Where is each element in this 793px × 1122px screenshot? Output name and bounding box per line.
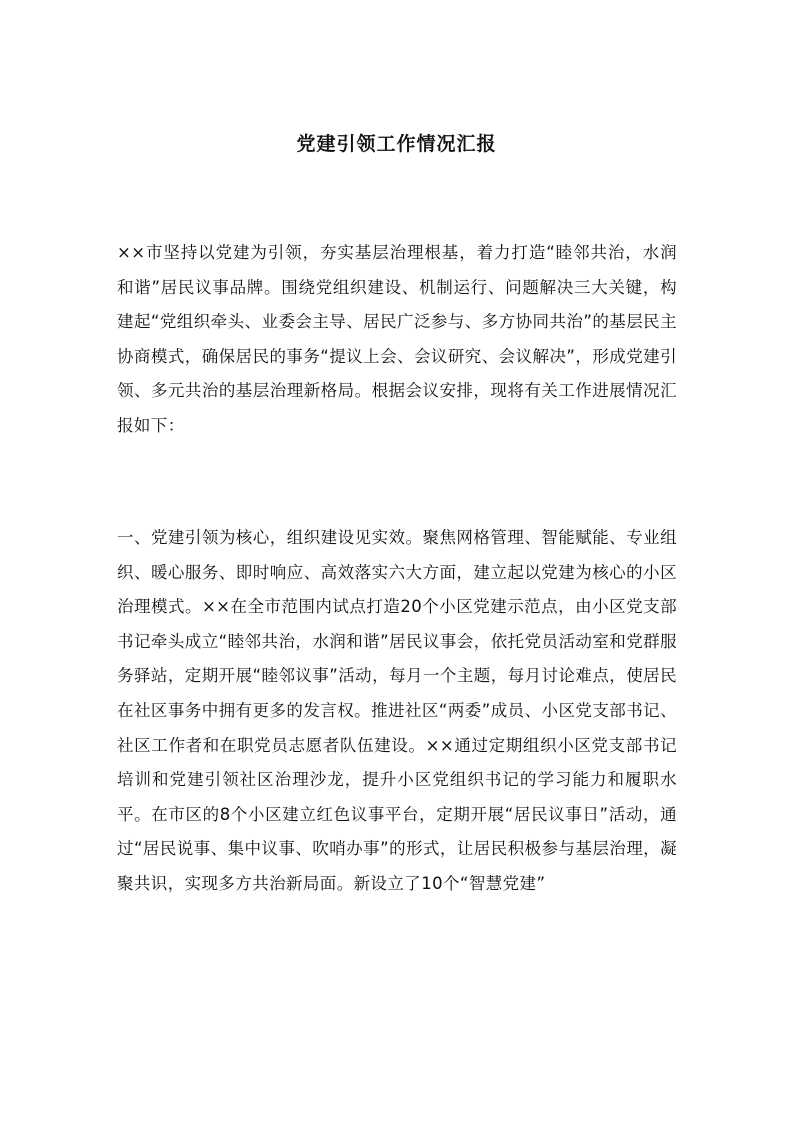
document-title: 党建引领工作情况汇报 <box>296 133 497 155</box>
paragraph-intro: ××市坚持以党建为引领，夯实基层治理根基，着力打造“睦邻共治，水润和谐”居民议事品牌。围绕党组织建设、机制运行、问题解决三大关键，构建起“党组织牵头、业委会主导、居民广泛参与、多方协同共治”的基层民主协商模式，确保居民的事务“提议上会、会议研究、会议解决”，形成党建引领、多元共治的基层治理新格局。根据会议安排，现将有关工作进展情况汇报如下： <box>117 243 677 435</box>
paragraph-section-one: 一、党建引领为核心，组织建设见实效。聚焦网格管理、智能赋能、专业组织、暖心服务、即时响应、高效落实六大方面，建立起以党建为核心的小区治理模式。××在全市范围内试点打造20个小区党建示范点，由小区党支部书记牵头成立“睦邻共治，水润和谐”居民议事会，依托党员活动室和党群服务驿站，定期开展“睦邻议事”活动，每月一个主题，每月讨论难点，使居民在社区事务中拥有更多的发言权。推进社区“两委”成员、小区党支部书记、社区工作者和在职党员志愿者队伍建设。××通过定期组织小区党支部书记培训和党建引领社区治理沙龙，提升小区党组织书记的学习能力和履职水平。在市区的8个小区建立红色议事平台，定期开展“居民议事日”活动，通过“居民说事、集中议事、吹哨办事”的形式，让居民积极参与基层治理，凝聚共识，实现多方共治新局面。新设立了10个“智慧党建” <box>117 528 677 893</box>
